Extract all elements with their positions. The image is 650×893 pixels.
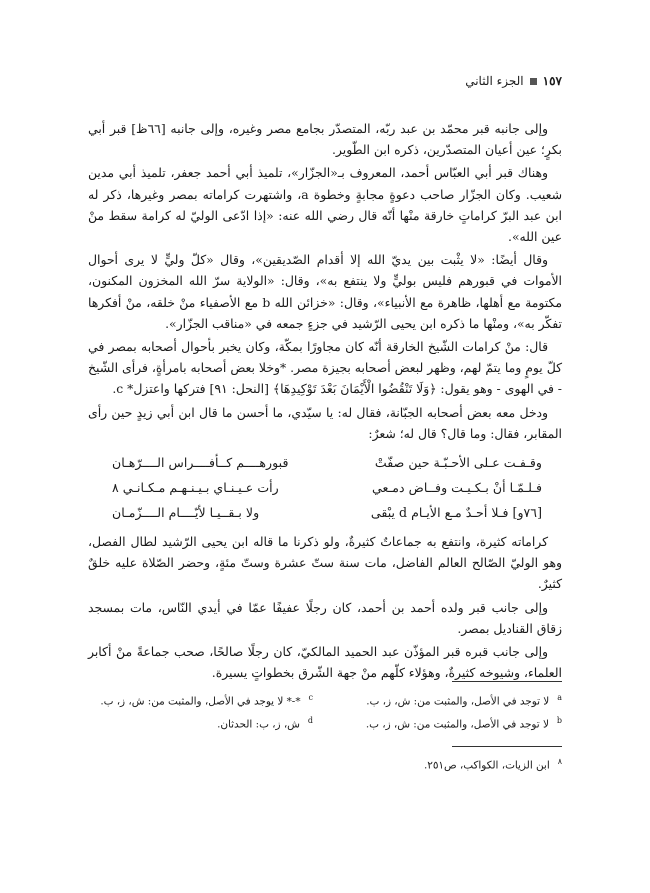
- paragraph: قال: منْ كرامات الشّيخ الخارقة أنّه كان مجاورًا بمكّة، وكان يخبر بأحوال أصحابه بمصر في كلّ يومٍ وما يتمّ لهم، وظهر لبعض أصحابه بجيزة مصر. *وخلا بعض أصحابه بامرأةٍ، فرأى الشّيخ - في الهوى - وهو يقول: ﴿وَلَا تَنْقُضُوا الْأَيْمَانَ بَعْدَ تَوْكِيدِهَا﴾ [النحل: ٩١] فتركها واعتزل* c.: [88, 339, 562, 397]
- paragraph: وإلى جانبه قبر محمّد بن عبد ربّه، المتصدّر بجامع مصر وغيره، وإلى جانبه [٦٦ظ] قبر أبي بكرٍ؛ عين أعيان المتصدّرين، ذكره ابن الطّوير.: [88, 121, 562, 158]
- header-separator-square: [530, 78, 537, 85]
- paragraph: وإلى جانب قبره قبر المؤذّن عبد الحميد المالكيّ، كان رجلًا صالحًا، صحب جماعةً منْ أكابر العلماء، وشيوخه كثيرةٌ، وهؤلاء كلّهم منْ جهة الشّرق بخطواتٍ يسيرة.: [88, 644, 562, 681]
- paragraph: وإلى جانب قبر ولده أحمد بن أحمد، كان رجلًا عفيفًا عمّا في أيدي النّاس، مات بمسجد زقاق القناديل بمصر.: [88, 599, 562, 636]
- footnote-mark: a: [557, 693, 562, 702]
- poem-verse: [112, 475, 542, 500]
- endnote-divider: [452, 746, 562, 747]
- footnote: [88, 688, 313, 711]
- footnote-mark: d: [307, 716, 313, 726]
- paragraph: وقال أيضًا: «لا يثْبت بين يديّ الله إلا أقدام الصّديقين»، وقال «كلّ وليٍّ لا يرى أحوال الأموات في قبورهم فليس بوليٍّ ولا ينتفع به»، وقال: «الولاية سرّ الله المخزون المكنون، مكتومة مع أهلها، ظاهرة مع الأنبياء»، وقال: «خزائن الله b مع الأصفياء منْ خلقه، منْ أفكرها تفكّر به»، ومنْها ما ذكره ابن يحيى الرّشيد في جزءٍ جمعه في «مناقب الجزّار».: [88, 252, 562, 331]
- verse-first-hemistich: فـلـمّـا أنْ بـكـيـت وفــاض دمـعي: [372, 480, 542, 496]
- footnote: [337, 688, 562, 711]
- verse-second-hemistich: ولا بـقــيـا لأيّــــام الــــزّمـان: [112, 505, 260, 521]
- source-note: [88, 752, 562, 775]
- verse-second-hemistich: رأت عـيـنـاي بـيـنـهـم مـكـانـي ٨: [112, 480, 279, 496]
- poem: [112, 450, 542, 525]
- verse-second-hemistich: قبورهــــم كــأفــــراس الــــرّهـان: [112, 455, 289, 471]
- footnote-text: لا توجد في الأصل، والمثبت من: ش، ز، ب.: [366, 695, 550, 708]
- paragraph: كراماته كثيرة، وانتفع به جماعاتٌ كثيرةٌ، ولو ذكرنا ما قاله ابن يحيى الرّشيد لطال الفصل، وهو الوليّ الصّالح العالم الفاضل، مات سنة ستّ عشرة وستّ مئةٍ، وحضر الصّلاة عليه خلقٌ كثيرٌ.: [88, 534, 562, 592]
- poem-verse: [112, 450, 542, 475]
- critical-apparatus: [88, 688, 562, 735]
- running-header: [88, 70, 562, 92]
- footnote: [337, 711, 562, 734]
- poem-verse: [112, 500, 542, 525]
- verse-first-hemistich: [٧٦و] فـلا أحـدٌ مـع الأيـام d يبْقى: [370, 505, 542, 521]
- footnote-text: *-* لا يوجد في الأصل، والمثبت من: ش، ز، ب.: [100, 695, 301, 708]
- endnote-text: ابن الزيات، الكواكب، ص٢٥١.: [423, 759, 550, 772]
- main-text: [88, 118, 562, 685]
- paragraph: وهناك قبر أبي العبّاس أحمد، المعروف بـ«الجزّار»، تلميذ أبي أحمد جعفر، تلميذ أبي مدين شعيب. وكان الجزّار صاحب دعوةٍ مجابةٍ وخطوة a، واشتهرت كراماته بمصر وغيرها، ذكر له ابن عبد البرّ كراماتٍ خارقة منْها أنّه قال رضي الله عنه: «إذا ادّعى الوليّ له كرامة سقط منْ عين الله».: [88, 165, 562, 245]
- footnote-mark: b: [556, 716, 562, 726]
- paragraph: ودخل معه بعض أصحابه الجبّانة، فقال له: يا سيّدي، ما أحسن ما قال ابن أبي زيدٍ حين رأى المقابر، فقال: وما قال؟ قال له؛ شعرٌ:: [88, 404, 562, 441]
- page-number: ١٥٧: [542, 74, 562, 88]
- endnote-mark: ٨: [557, 757, 562, 766]
- verse-first-hemistich: وقـفـت عـلى الأحـبّـة حين صفّتْ: [374, 455, 542, 471]
- footnote-divider: [452, 681, 562, 682]
- running-title: الجزء الثاني: [465, 74, 524, 88]
- footnote: [88, 711, 313, 734]
- footnote-text: ش، ز، ب: الحدثان.: [217, 718, 300, 731]
- footnote-mark: c: [308, 693, 313, 702]
- footnote-text: لا توجد في الأصل، والمثبت من: ش، ز، ب.: [365, 718, 549, 731]
